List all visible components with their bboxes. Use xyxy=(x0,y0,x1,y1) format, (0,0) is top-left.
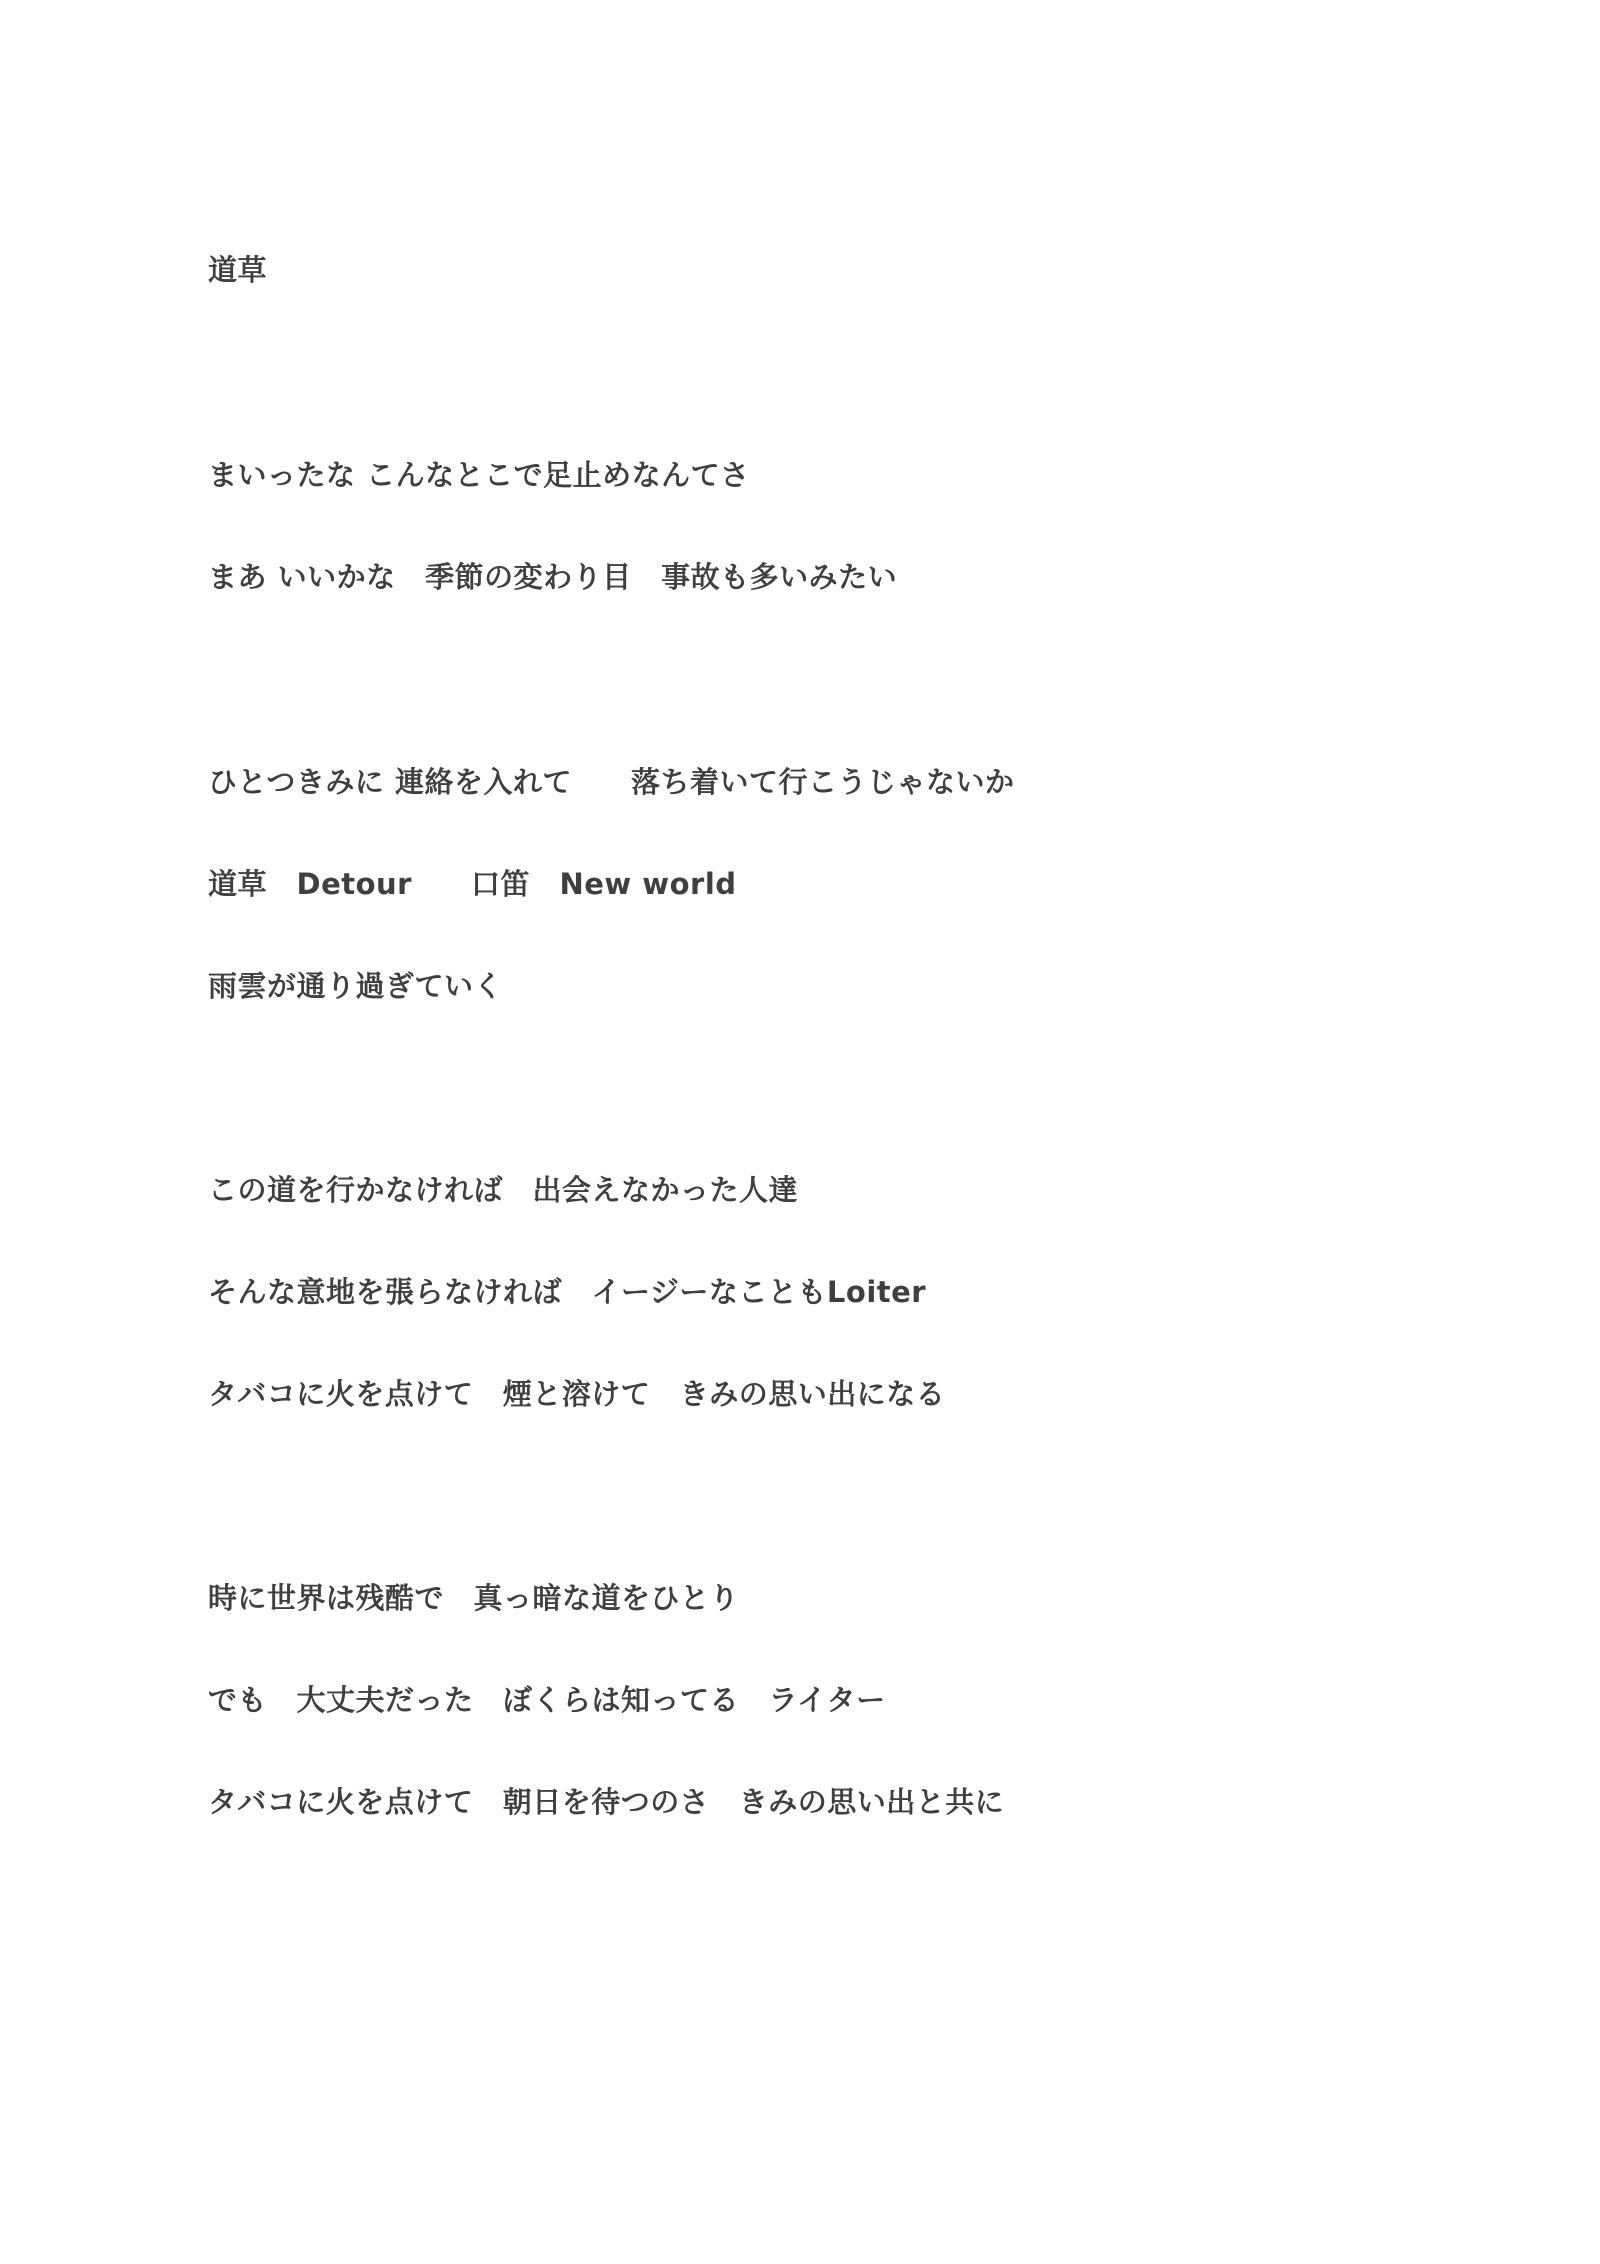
lyric-line: タバコに火を点けて 朝日を待つのさ きみの思い出と共に xyxy=(208,1785,1005,1819)
lyric-line: タバコに火を点けて 煙と溶けて きみの思い出になる xyxy=(208,1377,946,1411)
lyric-line: この道を行かなければ 出会えなかった人達 xyxy=(208,1173,799,1207)
lyric-line: 雨雲が通り過ぎていく xyxy=(208,969,504,1003)
document-title: 道草 xyxy=(208,253,268,287)
lyric-line: 時に世界は残酷で 真っ暗な道をひとり xyxy=(208,1581,740,1615)
lyric-line: ひとつきみに 連絡を入れて 落ち着いて行こうじゃないか xyxy=(208,765,1015,799)
lyric-line: そんな意地を張らなければ イージーなこともLoiter xyxy=(208,1275,927,1309)
lyric-line: まあ いいかな 季節の変わり目 事故も多いみたい xyxy=(208,560,898,594)
lyric-line: でも 大丈夫だった ぼくらは知ってる ライター xyxy=(208,1683,886,1717)
lyric-line: 道草 Detour 口笛 New world xyxy=(208,867,737,901)
lyric-line: まいったな こんなとこで足止めなんてさ xyxy=(208,458,750,492)
